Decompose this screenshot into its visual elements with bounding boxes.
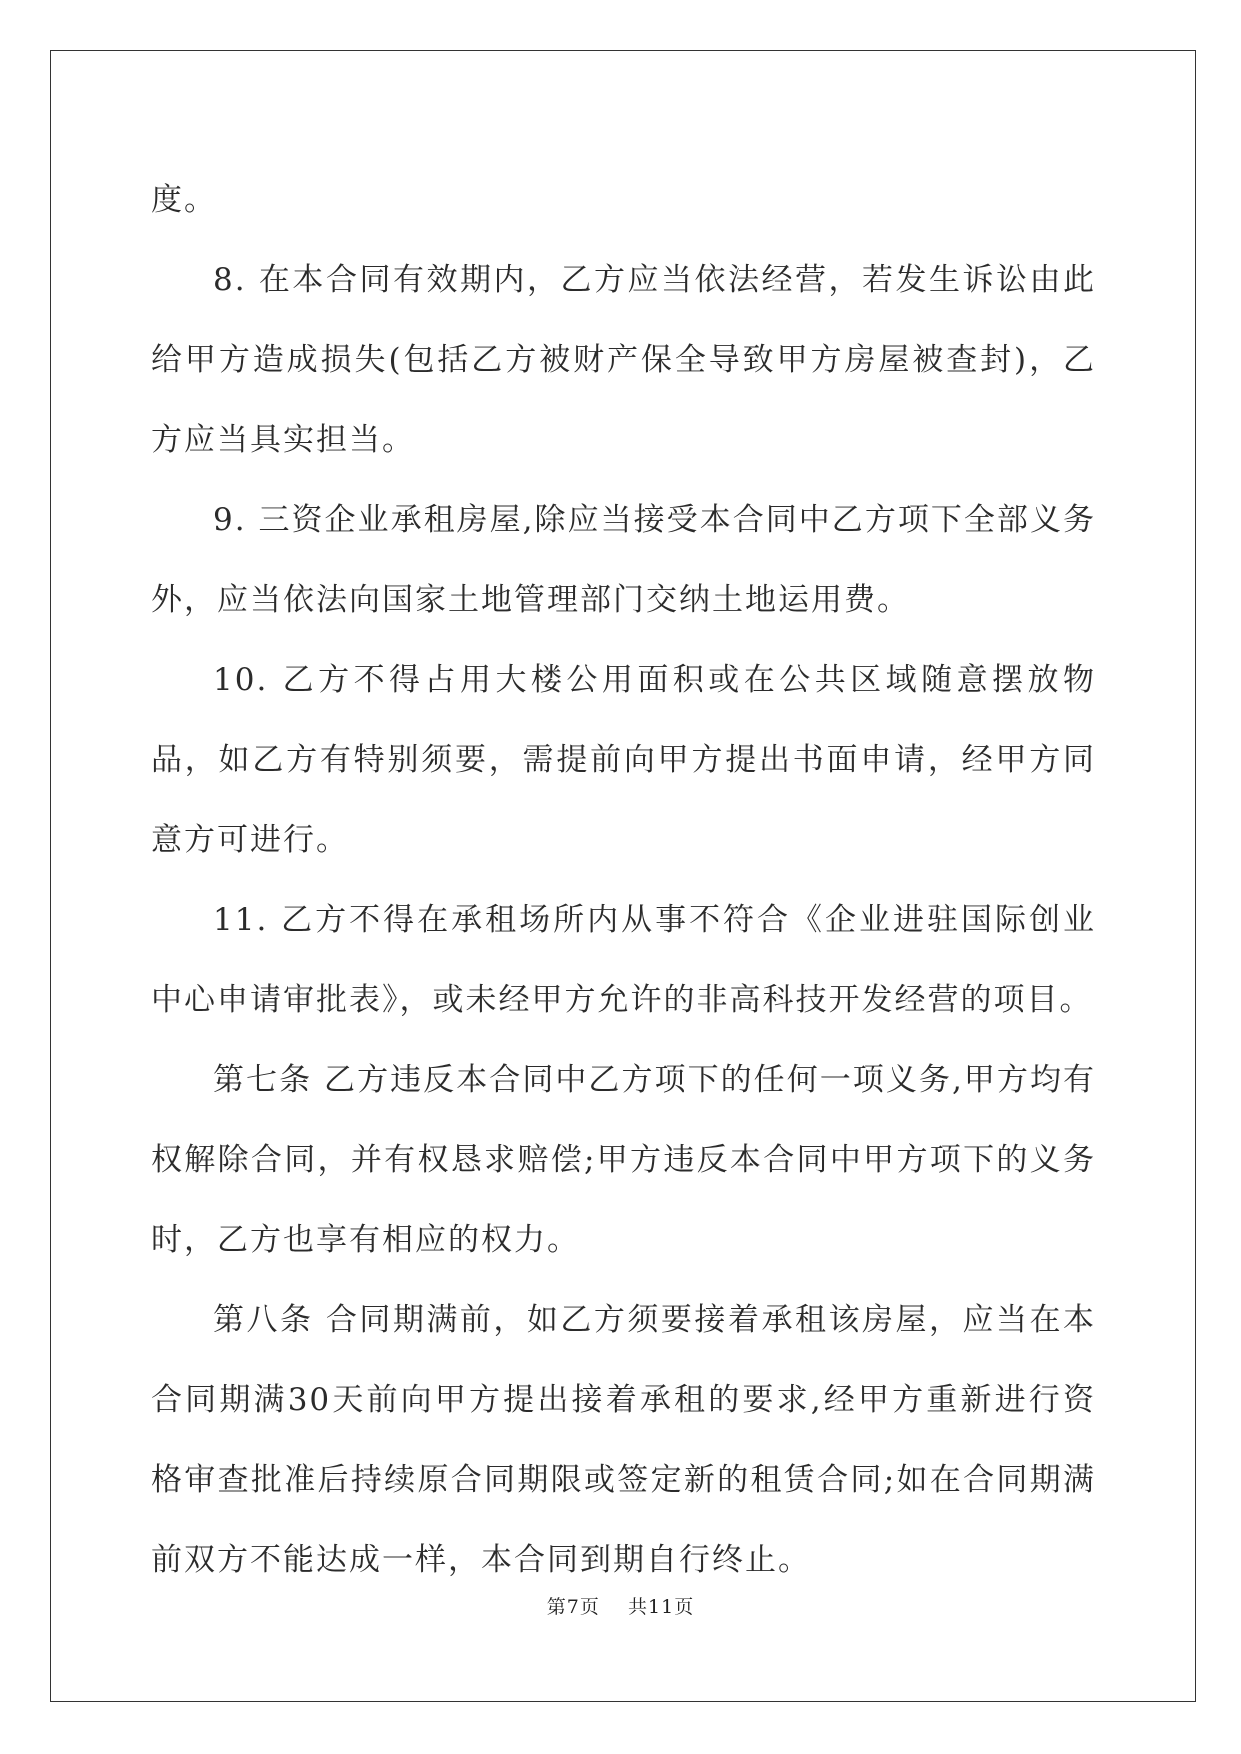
paragraph-item-10: 10. 乙方不得占用大楼公用面积或在公共区域随意摆放物品，如乙方有特别须要，需提前向甲方提出书面申请，经甲方同意方可进行。 — [151, 662, 1096, 858]
paragraph-article-8: 第八条 合同期满前，如乙方须要接着承租该房屋，应当在本合同期满30天前向甲方提出接着承租的要求,经甲方重新进行资格审查批准后持续原合同期限或签定新的租赁合同;如在合同期满前双方不能达成一样，本合同到期自行终止。 — [151, 1302, 1096, 1578]
page-number: 第7页 — [546, 1596, 600, 1618]
paragraph-article-7: 第七条 乙方违反本合同中乙方项下的任何一项义务,甲方均有权解除合同，并有权恳求赔偿;甲方违反本合同中甲方项下的义务时，乙方也享有相应的权力。 — [151, 1062, 1096, 1258]
paragraph-item-9: 9. 三资企业承租房屋,除应当接受本合同中乙方项下全部义务外，应当依法向国家土地管理部门交纳土地运用费。 — [151, 502, 1096, 618]
paragraph-item-11: 11. 乙方不得在承租场所内从事不符合《企业进驻国际创业中心申请审批表》，或未经甲方允许的非高科技开发经营的项目。 — [151, 902, 1096, 1018]
page-total: 共11页 — [628, 1596, 695, 1618]
paragraph-continuation: 度。 — [151, 182, 217, 218]
document-body — [151, 160, 1096, 1600]
paragraph-item-8: 8. 在本合同有效期内，乙方应当依法经营，若发生诉讼由此给甲方造成损失(包括乙方被财产保全导致甲方房屋被查封)，乙方应当具实担当。 — [151, 262, 1096, 458]
footer-spacer — [600, 1596, 628, 1618]
page-footer — [0, 1592, 1241, 1619]
